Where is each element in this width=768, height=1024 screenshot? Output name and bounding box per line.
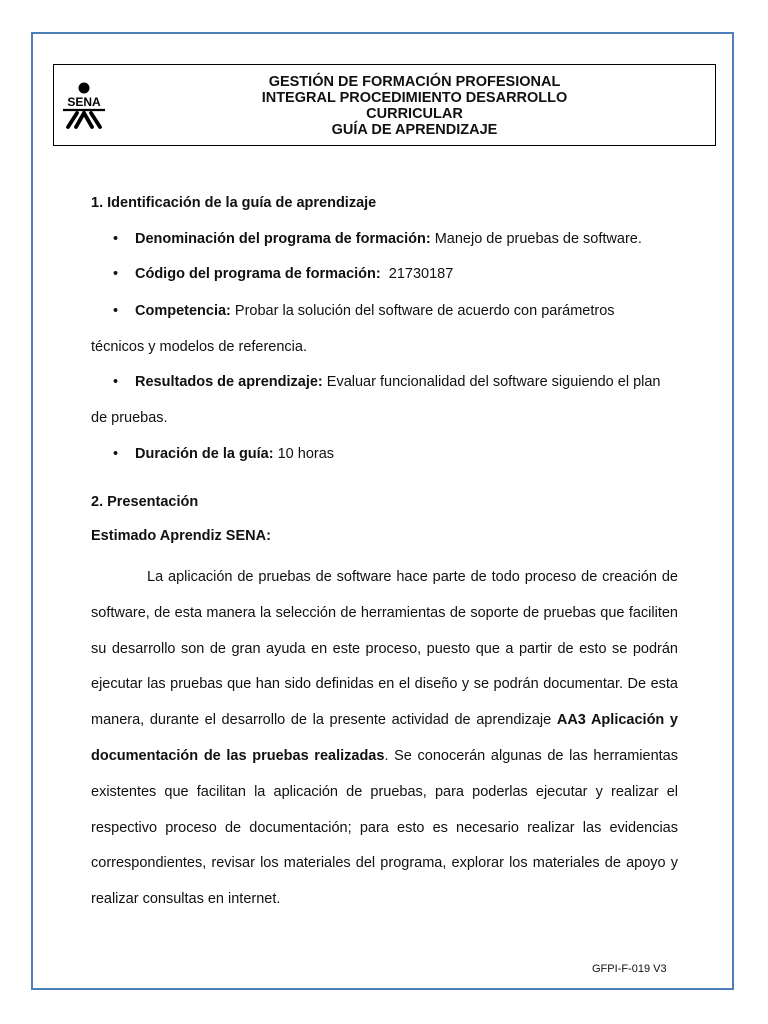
item-label: Resultados de aprendizaje: [135,374,323,390]
item-continuation: de pruebas. [91,410,168,426]
item-label: Duración de la guía: [135,446,274,462]
item-value: Manejo de pruebas de software. [430,231,642,247]
header-titles [114,74,715,138]
item-continuation: técnicos y modelos de referencia. [91,339,307,355]
svg-text:SENA: SENA [67,95,101,109]
bullet-icon: • [113,266,119,282]
header-title-line: CURRICULAR [366,106,463,122]
list-item-program [135,231,642,247]
document-header [53,64,716,146]
item-label: Código del programa de formación: [135,266,381,282]
list-item-competence [135,303,615,319]
paragraph-text: . Se conocerán algunas de las herramientas existentes que facilitan la aplicación de pruebas, para poderlas ejecutar y realizar el respectivo proceso de documentación; para esto es necesario realizar las evidencias correspondientes, revisar los materiales del programa, explorar los materiales de apoyo y realizar consultas en internet. [91,747,678,908]
header-title-line: GUÍA DE APRENDIZAJE [331,122,498,138]
bullet-icon: • [113,231,119,247]
section2-heading: 2. Presentación [91,494,199,510]
presentation-paragraph [91,560,678,918]
sena-logo [54,75,114,135]
list-item-results [135,374,661,390]
list-item-duration [135,446,334,462]
item-label: Denominación del programa de formación: [135,231,431,247]
item-value: 21730187 [380,266,454,282]
bullet-icon: • [113,446,119,462]
activity-name: AA3 Aplicación y documentación de las pruebas realizadas [91,712,678,764]
list-item-code [135,266,453,282]
item-label: Competencia: [135,303,231,319]
salutation: Estimado Aprendiz SENA: [91,528,271,544]
bullet-icon: • [113,303,119,319]
item-value: Evaluar funcionalidad del software siguiendo el plan [322,374,661,390]
header-title-line: INTEGRAL PROCEDIMIENTO DESARROLLO [261,90,568,106]
item-value: Probar la solución del software de acuerdo con parámetros [230,303,615,319]
form-code: GFPI-F-019 V3 [592,963,667,975]
item-value: 10 horas [273,446,335,462]
section1-heading: 1. Identificación de la guía de aprendizaje [91,195,377,211]
bullet-icon: • [113,374,119,390]
header-title-line: GESTIÓN DE FORMACIÓN PROFESIONAL [268,74,561,90]
paragraph-text: La aplicación de pruebas de software hace parte de todo proceso de creación de software, de esta manera la selección de herramientas de soporte de pruebas que faciliten su desarrollo son de gran ayuda en este proceso, puesto que a partir de esto se podrán ejecutar las pruebas que han sido definidas en el diseño y se podrán documentar. De esta manera, durante el desarrollo de la presente actividad de aprendizaje [91,569,678,729]
